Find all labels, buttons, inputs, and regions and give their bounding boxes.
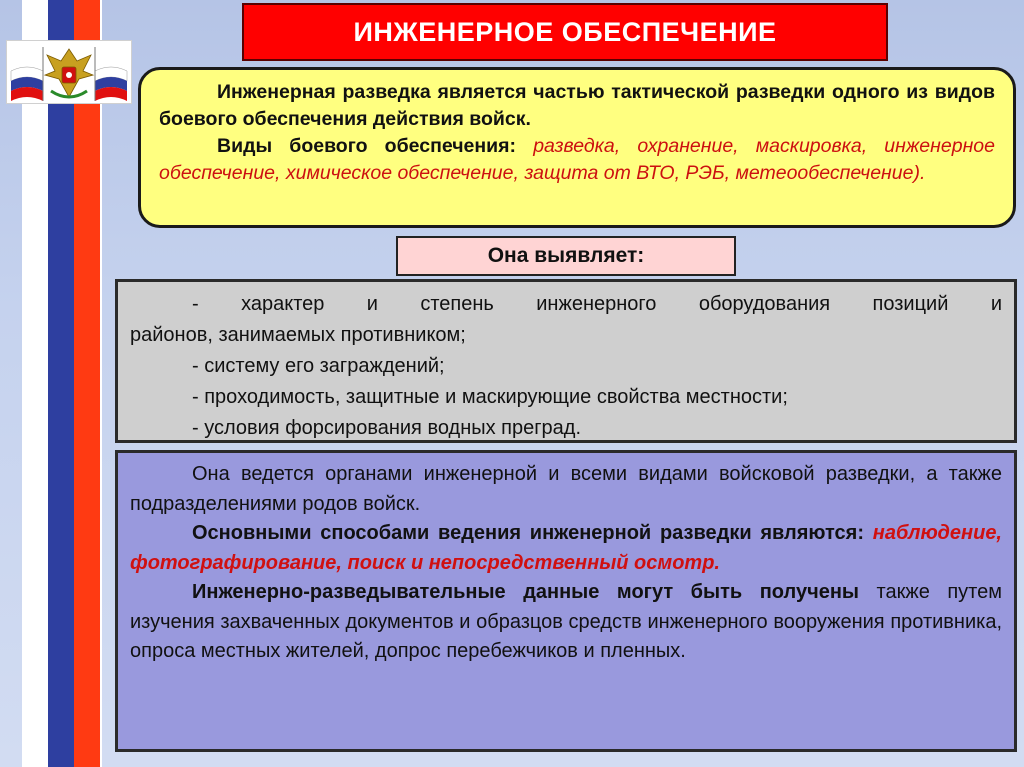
reveals-item: - проходимость, защитные и маскирующие свойства местности;: [192, 386, 788, 408]
data-sources-rest: также путем изучения захваченных документов и образцов средств инженерного вооружения противника, опроса местных жителей, допрос перебежчиков и пленных.: [130, 581, 1002, 662]
flag-stripe-divider: [100, 0, 102, 767]
slide-title-banner: [242, 3, 888, 61]
reveals-item: - условия форсирования водных преград.: [192, 417, 582, 439]
methods-panel: [115, 450, 1017, 752]
combat-support-types-label: Виды боевого обеспечения:: [217, 135, 517, 157]
flag-stripe-blue: [48, 0, 74, 767]
flag-stripe-red: [74, 0, 100, 767]
combat-support-types: [159, 133, 995, 187]
data-sources-bold: Инженерно-разведывательные данные могут быть получены: [192, 581, 859, 603]
reveals-item: районов, занимаемых противником;: [130, 324, 466, 346]
data-sources-paragraph: [130, 578, 1002, 667]
combat-support-types-list: разведка, охранение, маскировка, инженерное обеспечение, химическое обеспечение, защита от ВТО, РЭБ, метеообеспечение).: [159, 135, 995, 184]
reveals-panel: [115, 279, 1017, 443]
reveals-heading: Она выявляет:: [396, 236, 736, 276]
conducted-by-paragraph: Она ведется органами инженерной и всеми видами войсковой разведки, а также подразделениями родов войск.: [130, 463, 1002, 515]
flag-stripe-white: [22, 0, 48, 767]
methods-paragraph: [130, 519, 1002, 578]
reveals-item: - характер и степень инженерного оборудования позиций и: [192, 293, 1002, 315]
reveals-item: - систему его заграждений;: [192, 355, 445, 377]
methods-list: наблюдение, фотографирование, поиск и непосредственный осмотр.: [130, 522, 1002, 574]
definition-paragraph: Инженерная разведка является частью тактической разведки одного из видов боевого обеспечения действия войск.: [159, 81, 995, 130]
definition-panel: [138, 67, 1016, 228]
military-emblem-logo: [6, 40, 132, 104]
slide-title: ИНЖЕНЕРНОЕ ОБЕСПЕЧЕНИЕ: [353, 16, 777, 47]
methods-label: Основными способами ведения инженерной разведки являются:: [192, 522, 864, 544]
